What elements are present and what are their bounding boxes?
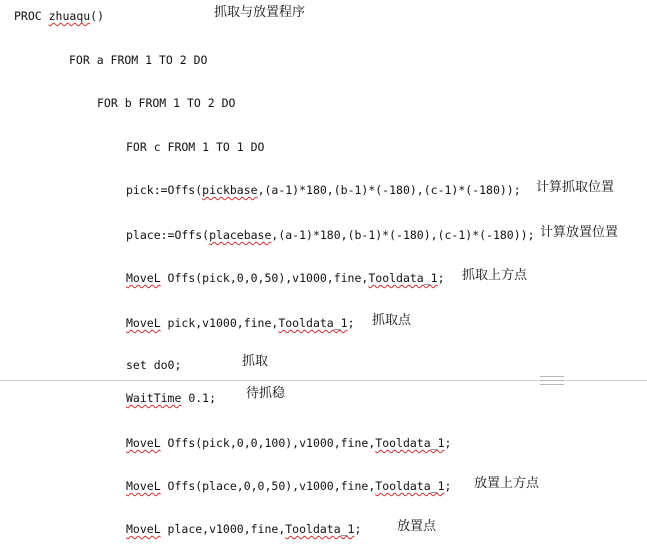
code-text: PROC (14, 9, 49, 23)
code-text: ; (444, 479, 452, 493)
comment-text: 抓取与放置程序 (214, 5, 306, 20)
code-text: ; (437, 271, 445, 285)
comment-text: 抓取点 (372, 313, 412, 328)
code-text: ,(a-1)*180,(b-1)*(-180),(c-1)*(-180)); (257, 183, 521, 197)
spellcheck-word: MoveL (126, 271, 161, 285)
code-line-movel-above-place (126, 478, 451, 494)
code-line-movel-above-pick (126, 270, 445, 286)
spellcheck-word: WaitTime (126, 391, 182, 405)
code-text: place,v1000,fine, (160, 522, 286, 536)
comment-text: 放置点 (397, 519, 437, 534)
code-line-for-b: FOR b FROM 1 TO 2 DO (97, 96, 236, 110)
code-line-movel-retreat (126, 435, 451, 451)
code-text: Offs(pick,0,0,100),v1000,fine, (160, 436, 376, 450)
spellcheck-word: MoveL (126, 522, 161, 536)
spellcheck-word: MoveL (126, 436, 161, 450)
code-line-waittime (126, 390, 216, 406)
code-line-proc (14, 8, 104, 24)
code-text: () (90, 9, 105, 23)
code-text: Offs(pick,0,0,50),v1000,fine, (160, 271, 369, 285)
spellcheck-word: Tooldata_1 (278, 316, 348, 330)
code-text: Offs(place,0,0,50),v1000,fine, (160, 479, 376, 493)
comment-text: 计算放置位置 (540, 225, 619, 240)
code-line-pick (126, 182, 521, 198)
code-text: ,(a-1)*180,(b-1)*(-180),(c-1)*(-180)); (271, 228, 535, 242)
code-text: ; (347, 316, 355, 330)
code-line-set-do0: set do0; (126, 358, 182, 372)
spellcheck-word: Tooldata_1 (285, 522, 355, 536)
code-text: ; (354, 522, 362, 536)
spellcheck-word: Tooldata_1 (375, 436, 445, 450)
code-text: 0.1; (181, 391, 217, 405)
comment-text: 待抓稳 (246, 386, 286, 401)
spellcheck-word: zhuaqu (48, 9, 91, 23)
spellcheck-word: Tooldata_1 (368, 271, 438, 285)
code-line-place (126, 227, 535, 243)
spellcheck-word: pickbase (202, 183, 258, 197)
code-text: pick,v1000,fine, (160, 316, 279, 330)
comment-text: 抓取上方点 (462, 268, 528, 283)
spellcheck-word: MoveL (126, 316, 161, 330)
spellcheck-word: Tooldata_1 (375, 479, 445, 493)
code-text: pick:=Offs( (126, 183, 203, 197)
code-line-for-a: FOR a FROM 1 TO 2 DO (69, 53, 208, 67)
comment-text: 抓取 (242, 354, 269, 369)
comment-text: 放置上方点 (474, 476, 540, 491)
code-line-movel-place (126, 521, 361, 537)
code-line-for-c: FOR c FROM 1 TO 1 DO (126, 140, 265, 154)
code-text: ; (444, 436, 452, 450)
spellcheck-word: MoveL (126, 479, 161, 493)
page-break-marker (540, 375, 564, 385)
code-text: place:=Offs( (126, 228, 210, 242)
comment-text: 计算抓取位置 (536, 180, 615, 195)
code-line-movel-pick (126, 315, 355, 331)
spellcheck-word: placebase (209, 228, 272, 242)
